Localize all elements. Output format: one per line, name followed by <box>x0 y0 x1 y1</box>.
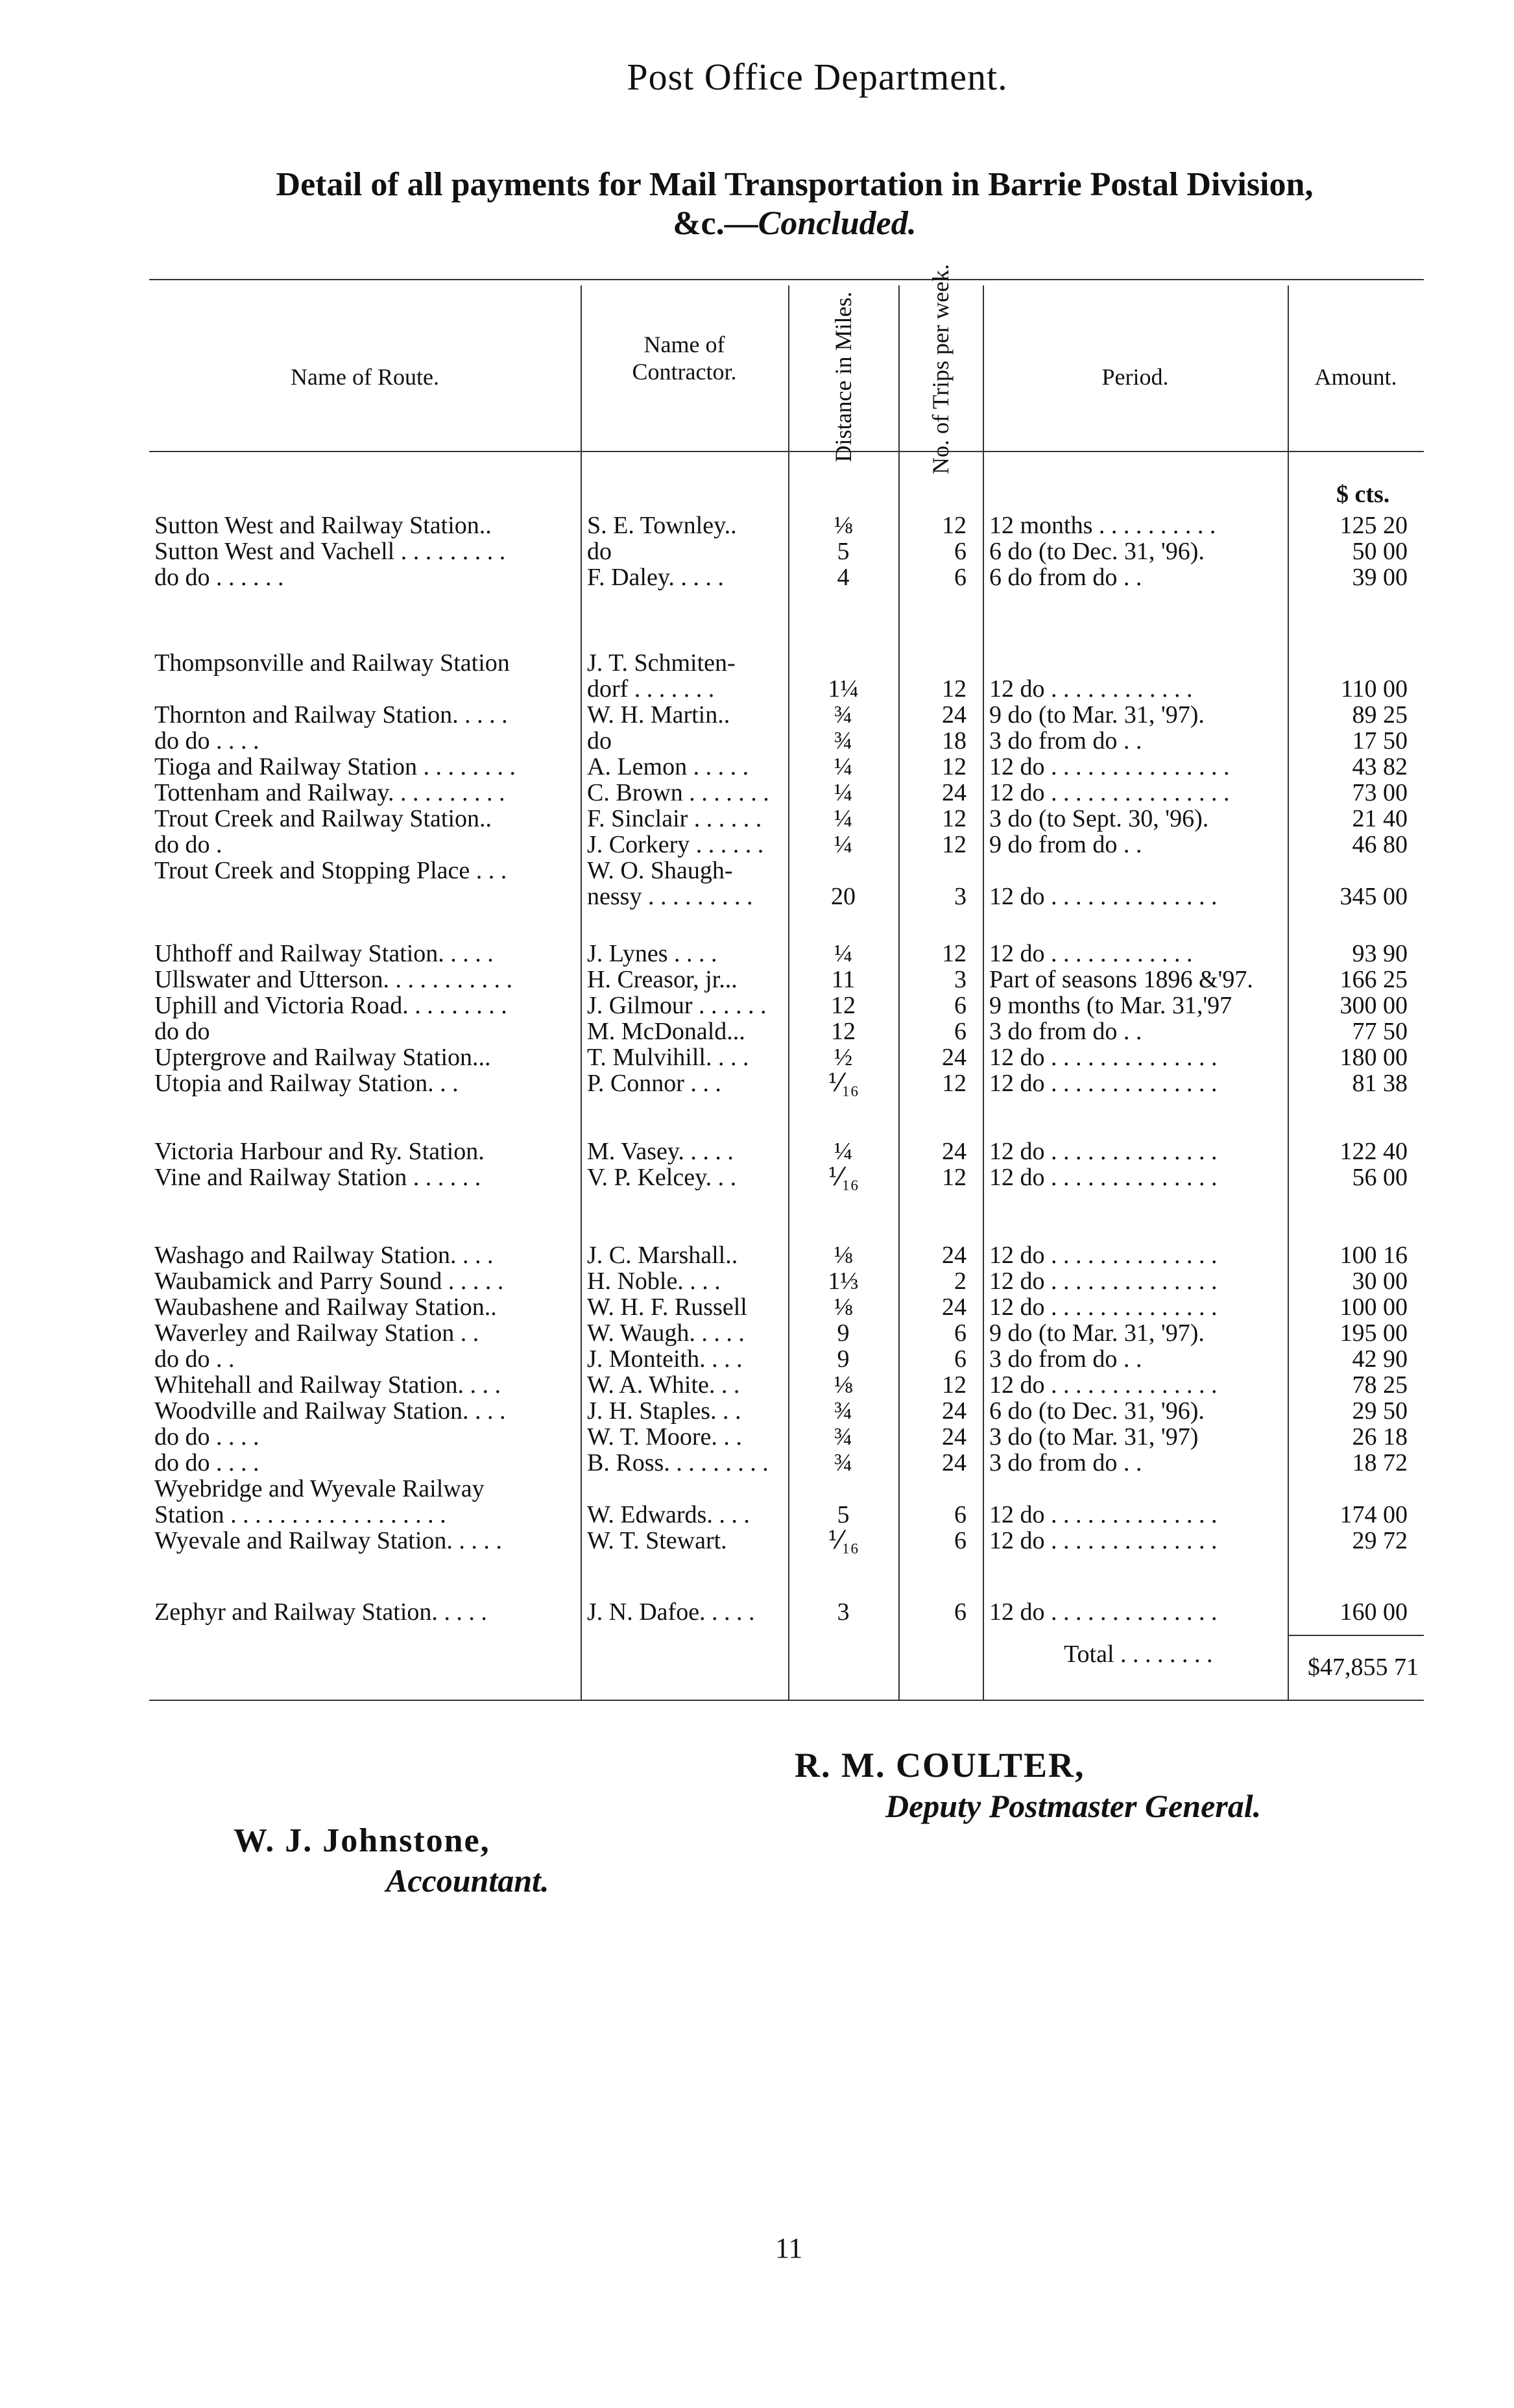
cell-route: Sutton West and Railway Station.. <box>154 512 492 539</box>
cell-distance: ¾ <box>834 701 853 728</box>
cell-distance: 11 <box>831 966 856 993</box>
cell-amount: 17 50 <box>1352 727 1408 754</box>
cell-period: 12 do . . . . . . . . . . . . . . <box>989 1527 1218 1554</box>
title-concluded: Concluded. <box>758 205 917 242</box>
cell-amount: 18 72 <box>1352 1449 1408 1476</box>
total-label: Total . . . . . . . . <box>1064 1641 1213 1668</box>
cell-trips: 18 <box>942 727 967 754</box>
cell-route: Wyebridge and Wyevale Railway <box>154 1475 485 1502</box>
cell-period: 9 do (to Mar. 31, '97). <box>989 1319 1205 1347</box>
cell-contractor: do <box>587 727 612 754</box>
cell-contractor: J. Corkery . . . . . . <box>587 831 764 858</box>
cell-route: Thornton and Railway Station. . . . . <box>154 701 508 728</box>
cell-route: do do . <box>154 831 222 858</box>
cell-trips: 3 <box>954 883 967 910</box>
cell-contractor: J. T. Schmiten- <box>587 649 736 677</box>
cell-amount: 110 00 <box>1340 675 1408 703</box>
cell-amount: 174 00 <box>1340 1501 1408 1528</box>
cell-trips: 2 <box>954 1268 967 1295</box>
cell-amount: 29 50 <box>1352 1397 1408 1425</box>
cell-period: 9 do from do . . <box>989 831 1142 858</box>
cell-distance: ¼ <box>834 753 853 780</box>
cell-period: 12 do . . . . . . . . . . . . . . <box>989 1268 1218 1295</box>
cell-period: 12 do . . . . . . . . . . . . <box>989 675 1193 703</box>
col-header-route: Name of Route. <box>291 364 439 390</box>
cell-trips: 24 <box>942 1044 967 1071</box>
cell-period: 3 do from do . . <box>989 1018 1142 1045</box>
col-header-amount: Amount. <box>1314 364 1397 390</box>
cell-distance: 1¼ <box>828 675 859 703</box>
page-header: Post Office Department. <box>627 56 1008 98</box>
cell-route: Thompsonville and Railway Station <box>154 649 510 677</box>
cell-trips: 12 <box>942 512 967 539</box>
cell-amount: 300 00 <box>1340 992 1408 1019</box>
col-divider-3 <box>898 285 900 1700</box>
cell-trips: 24 <box>942 1423 967 1451</box>
cell-distance: 9 <box>837 1319 850 1347</box>
cell-period: 12 do . . . . . . . . . . . . . . <box>989 1242 1218 1269</box>
cell-distance: ¾ <box>834 1397 853 1425</box>
cell-period: 3 do from do . . <box>989 1345 1142 1373</box>
cell-trips: 24 <box>942 1138 967 1165</box>
cell-contractor: B. Ross. . . . . . . . . <box>587 1449 769 1476</box>
cell-period: 3 do (to Mar. 31, '97) <box>989 1423 1199 1451</box>
cell-trips: 24 <box>942 779 967 806</box>
col-header-period: Period. <box>1101 364 1169 390</box>
total-rule <box>1288 1635 1424 1636</box>
cell-contractor: J. Monteith. . . . <box>587 1345 743 1373</box>
cell-trips: 12 <box>942 940 967 967</box>
cell-route: do do . . . . <box>154 727 259 754</box>
cell-contractor: J. H. Staples. . . <box>587 1397 741 1425</box>
cell-distance: 4 <box>837 564 850 591</box>
col-divider-2 <box>788 285 789 1700</box>
cell-route: Tioga and Railway Station . . . . . . . . <box>154 753 516 780</box>
cell-distance: ¾ <box>834 727 853 754</box>
cell-distance: ½ <box>834 1044 853 1071</box>
signature-johnstone-title: Accountant. <box>386 1862 549 1899</box>
cell-trips: 6 <box>954 1598 967 1626</box>
cell-trips: 6 <box>954 1319 967 1347</box>
cell-amount: 93 90 <box>1352 940 1408 967</box>
cell-distance: ¼ <box>834 805 853 832</box>
col-header-distance: Distance in Miles. <box>830 291 856 463</box>
cell-trips: 24 <box>942 1294 967 1321</box>
cell-amount: 195 00 <box>1340 1319 1408 1347</box>
cell-trips: 12 <box>942 1070 967 1097</box>
cell-period: 12 do . . . . . . . . . . . . <box>989 940 1193 967</box>
cell-contractor: A. Lemon . . . . . <box>587 753 749 780</box>
cell-distance: ¼ <box>834 831 853 858</box>
cell-amount: 166 25 <box>1340 966 1408 993</box>
cell-period: 3 do (to Sept. 30, '96). <box>989 805 1209 832</box>
cell-trips: 12 <box>942 675 967 703</box>
cell-period: 12 do . . . . . . . . . . . . . . <box>989 1501 1218 1528</box>
cell-route: do do . . . . . . <box>154 564 284 591</box>
cell-contractor: dorf . . . . . . . <box>587 675 715 703</box>
cell-amount: 26 18 <box>1352 1423 1408 1451</box>
cell-period: 12 do . . . . . . . . . . . . . . <box>989 1598 1218 1626</box>
cell-route: Waverley and Railway Station . . <box>154 1319 479 1347</box>
cell-trips: 6 <box>954 1018 967 1045</box>
cell-contractor: W. Edwards. . . . <box>587 1501 750 1528</box>
cell-distance: 9 <box>837 1345 850 1373</box>
cell-distance: ⅟₁₆ <box>827 1070 859 1097</box>
cell-distance: ⅛ <box>834 1242 853 1269</box>
cell-period: 12 do . . . . . . . . . . . . . . . <box>989 753 1230 780</box>
cell-contractor: P. Connor . . . <box>587 1070 721 1097</box>
cell-period: 9 do (to Mar. 31, '97). <box>989 701 1205 728</box>
cell-trips: 12 <box>942 831 967 858</box>
cell-period: 12 do . . . . . . . . . . . . . . . <box>989 779 1230 806</box>
cell-route: Waubashene and Railway Station.. <box>154 1294 497 1321</box>
cell-amount: 29 72 <box>1352 1527 1408 1554</box>
cell-trips: 12 <box>942 753 967 780</box>
cell-contractor: V. P. Kelcey. . . <box>587 1164 737 1191</box>
cell-amount: 125 20 <box>1340 512 1408 539</box>
cell-period: 12 months . . . . . . . . . . <box>989 512 1216 539</box>
cell-period: 12 do . . . . . . . . . . . . . . <box>989 1138 1218 1165</box>
cell-period: 9 months (to Mar. 31,'97 <box>989 992 1232 1019</box>
cell-trips: 12 <box>942 1371 967 1399</box>
cell-amount: 78 25 <box>1352 1371 1408 1399</box>
cell-route: do do . . <box>154 1345 235 1373</box>
cell-trips: 12 <box>942 1164 967 1191</box>
document-title: Detail of all payments for Mail Transportation in Barrie Postal Division, <box>276 166 1314 203</box>
cell-route: Trout Creek and Railway Station.. <box>154 805 492 832</box>
cell-contractor: W. H. F. Russell <box>587 1294 747 1321</box>
cell-route: Victoria Harbour and Ry. Station. <box>154 1138 485 1165</box>
cell-route: Uptergrove and Railway Station... <box>154 1044 491 1071</box>
cell-distance: ¾ <box>834 1423 853 1451</box>
cell-distance: 3 <box>837 1598 850 1626</box>
cell-distance: 20 <box>831 883 856 910</box>
cell-distance: 5 <box>837 1501 850 1528</box>
cell-contractor: do <box>587 538 612 565</box>
cell-distance: ¼ <box>834 940 853 967</box>
cell-route: Uphill and Victoria Road. . . . . . . . . <box>154 992 507 1019</box>
cell-route: Tottenham and Railway. . . . . . . . . . <box>154 779 505 806</box>
col-divider-4 <box>983 285 984 1700</box>
cell-period: 12 do . . . . . . . . . . . . . . <box>989 1070 1218 1097</box>
cell-route: Woodville and Railway Station. . . . <box>154 1397 506 1425</box>
cell-route: Zephyr and Railway Station. . . . . <box>154 1598 487 1626</box>
cell-amount: 345 00 <box>1340 883 1408 910</box>
cell-route: do do . . . . <box>154 1449 259 1476</box>
cell-trips: 6 <box>954 1501 967 1528</box>
cell-trips: 24 <box>942 1397 967 1425</box>
cell-trips: 12 <box>942 805 967 832</box>
cell-amount: 42 90 <box>1352 1345 1408 1373</box>
title-prefix: &c.— <box>673 205 758 242</box>
cell-contractor: J. Lynes . . . . <box>587 940 717 967</box>
cell-period: 3 do from do . . <box>989 727 1142 754</box>
cell-contractor: F. Daley. . . . . <box>587 564 724 591</box>
cell-distance: ⅛ <box>834 1294 853 1321</box>
cell-period: 12 do . . . . . . . . . . . . . . <box>989 883 1218 910</box>
cell-amount: 30 00 <box>1352 1268 1408 1295</box>
cell-route: do do . . . . <box>154 1423 259 1451</box>
cell-contractor: J. N. Dafoe. . . . . <box>587 1598 755 1626</box>
table-bottom-rule <box>149 1700 1424 1701</box>
cell-route: Uhthoff and Railway Station. . . . . <box>154 940 494 967</box>
cell-period: 3 do from do . . <box>989 1449 1142 1476</box>
cell-amount: 39 00 <box>1352 564 1408 591</box>
cell-distance: 1⅓ <box>828 1268 859 1295</box>
cell-contractor: nessy . . . . . . . . . <box>587 883 753 910</box>
signature-coulter: R. M. COULTER, <box>795 1746 1085 1785</box>
cell-amount: 100 00 <box>1340 1294 1408 1321</box>
cell-contractor: J. C. Marshall.. <box>587 1242 738 1269</box>
document-title-line2 <box>673 204 917 243</box>
cell-route: do do <box>154 1018 210 1045</box>
cell-amount: 77 50 <box>1352 1018 1408 1045</box>
cell-distance: ¼ <box>834 1138 853 1165</box>
page-number: 11 <box>775 2232 803 2264</box>
signature-coulter-title: Deputy Postmaster General. <box>885 1788 1262 1824</box>
cell-amount: 81 38 <box>1352 1070 1408 1097</box>
cell-contractor: H. Creasor, jr... <box>587 966 738 993</box>
cell-amount: 21 40 <box>1352 805 1408 832</box>
cell-contractor: W. A. White. . . <box>587 1371 740 1399</box>
cell-trips: 6 <box>954 1527 967 1554</box>
cell-distance: 12 <box>831 992 856 1019</box>
cell-contractor: M. Vasey. . . . . <box>587 1138 734 1165</box>
cell-contractor: M. McDonald... <box>587 1018 745 1045</box>
col-header-contractor: Name of Contractor. <box>632 331 737 385</box>
col-divider-5 <box>1288 285 1289 1700</box>
cell-trips: 6 <box>954 1345 967 1373</box>
cell-contractor: H. Noble. . . . <box>587 1268 721 1295</box>
total-amount: $47,855 71 <box>1308 1654 1419 1681</box>
cell-amount: 160 00 <box>1340 1598 1408 1626</box>
cell-amount: 46 80 <box>1352 831 1408 858</box>
cell-distance: 5 <box>837 538 850 565</box>
cell-distance: ⅛ <box>834 512 853 539</box>
cell-period: 6 do from do . . <box>989 564 1142 591</box>
cell-trips: 6 <box>954 992 967 1019</box>
cell-distance: 12 <box>831 1018 856 1045</box>
currency-header: $ cts. <box>1336 481 1390 508</box>
cell-contractor: S. E. Townley.. <box>587 512 737 539</box>
cell-distance: ⅟₁₆ <box>827 1164 859 1191</box>
cell-period: 12 do . . . . . . . . . . . . . . <box>989 1371 1218 1399</box>
cell-contractor: W. O. Shaugh- <box>587 857 733 884</box>
cell-amount: 100 16 <box>1340 1242 1408 1269</box>
cell-amount: 56 00 <box>1352 1164 1408 1191</box>
cell-amount: 73 00 <box>1352 779 1408 806</box>
cell-period: 12 do . . . . . . . . . . . . . . <box>989 1294 1218 1321</box>
cell-amount: 50 00 <box>1352 538 1408 565</box>
cell-contractor: W. Waugh. . . . . <box>587 1319 745 1347</box>
cell-period: 6 do (to Dec. 31, '96). <box>989 538 1205 565</box>
cell-contractor: W. T. Moore. . . <box>587 1423 742 1451</box>
cell-trips: 24 <box>942 701 967 728</box>
cell-route: Whitehall and Railway Station. . . . <box>154 1371 501 1399</box>
cell-contractor: T. Mulvihill. . . . <box>587 1044 749 1071</box>
cell-route: Trout Creek and Stopping Place . . . <box>154 857 507 884</box>
cell-contractor: F. Sinclair . . . . . . <box>587 805 762 832</box>
header-bottom-rule <box>149 451 1424 452</box>
col-header-trips: No. of Trips per week. <box>928 264 954 474</box>
cell-trips: 24 <box>942 1449 967 1476</box>
cell-contractor: W. H. Martin.. <box>587 701 730 728</box>
cell-route: Utopia and Railway Station. . . <box>154 1070 459 1097</box>
cell-amount: 89 25 <box>1352 701 1408 728</box>
cell-contractor: W. T. Stewart. <box>587 1527 727 1554</box>
cell-route: Ullswater and Utterson. . . . . . . . . . . <box>154 966 512 993</box>
cell-route: Sutton West and Vachell . . . . . . . . . <box>154 538 506 565</box>
cell-trips: 3 <box>954 966 967 993</box>
signature-johnstone: W. J. Johnstone, <box>234 1822 490 1859</box>
cell-distance: ¾ <box>834 1449 853 1476</box>
cell-contractor: J. Gilmour . . . . . . <box>587 992 767 1019</box>
cell-route: Wyevale and Railway Station. . . . . <box>154 1527 502 1554</box>
cell-route: Station . . . . . . . . . . . . . . . . . . <box>154 1501 446 1528</box>
cell-period: 12 do . . . . . . . . . . . . . . <box>989 1164 1218 1191</box>
cell-amount: 180 00 <box>1340 1044 1408 1071</box>
cell-period: 12 do . . . . . . . . . . . . . . <box>989 1044 1218 1071</box>
cell-trips: 6 <box>954 564 967 591</box>
cell-period: Part of seasons 1896 &'97. <box>989 966 1253 993</box>
cell-distance: ⅛ <box>834 1371 853 1399</box>
cell-route: Washago and Railway Station. . . . <box>154 1242 494 1269</box>
cell-distance: ¼ <box>834 779 853 806</box>
cell-period: 6 do (to Dec. 31, '96). <box>989 1397 1205 1425</box>
cell-trips: 24 <box>942 1242 967 1269</box>
cell-route: Waubamick and Parry Sound . . . . . <box>154 1268 504 1295</box>
cell-route: Vine and Railway Station . . . . . . <box>154 1164 481 1191</box>
col-divider-1 <box>581 285 582 1700</box>
table-top-rule <box>149 279 1424 280</box>
cell-contractor: C. Brown . . . . . . . <box>587 779 769 806</box>
cell-distance: ⅟₁₆ <box>827 1527 859 1554</box>
cell-trips: 6 <box>954 538 967 565</box>
cell-amount: 43 82 <box>1352 753 1408 780</box>
cell-amount: 122 40 <box>1340 1138 1408 1165</box>
